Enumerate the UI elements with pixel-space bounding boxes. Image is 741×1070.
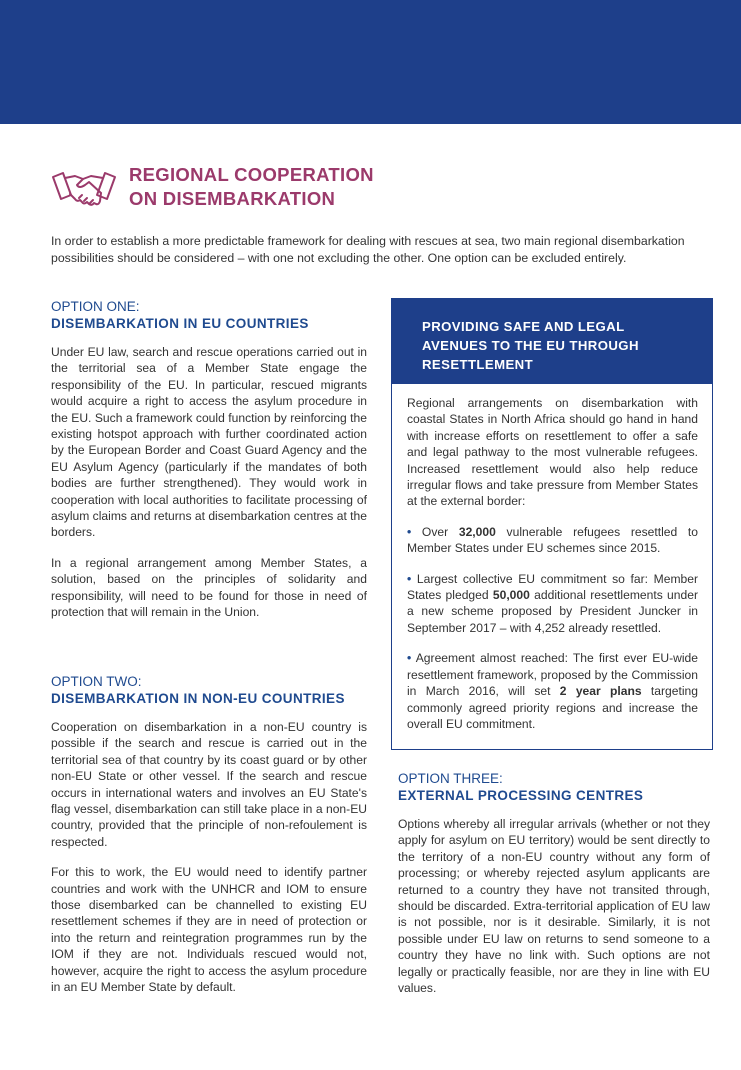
option-one-label: OPTION ONE: [51,299,140,314]
option-three-heading: EXTERNAL PROCESSING CENTRES [398,788,644,803]
option-three-label: OPTION THREE: [398,771,503,786]
option-two-section [51,673,367,1010]
option-two-label: OPTION TWO: [51,674,142,689]
top-banner [0,0,741,124]
option-one-paragraph-1: Under EU law, search and rescue operations carried out in the territorial sea of a Member State engage the responsibility of the EU. In particular, rescued migrants would acquire a right to access the asylum procedure in the EU. Such a framework could function by reinforcing the existing hotspot approach with further coordinated action by the European Border and Coast Guard Agency and the EU Asylum Agency (particularly if the mandates of both bodies are further strengthened). They would work in cooperation with local authorities to facilitate processing of asylum claims and returns at disembarkation centres at the borders. [51,345,367,540]
bullet-item-2 [407,571,698,637]
bullet-text: Largest collective EU commitment so far: Member States pledged [407,571,698,603]
bullet-item-1 [407,524,698,557]
resettlement-box-header [392,299,712,384]
page-title [129,163,429,211]
bullet-text: vulnerable refugees resettled to Member States under EU schemes since 2015. [407,524,699,556]
option-two-heading: DISEMBARKATION IN NON-EU COUNTRIES [51,691,345,706]
option-two-paragraph-2: For this to work, the EU would need to identify partner countries and work with the UNHCR and IOM to ensure those disembarked can be channelled to existing EU resettlement schemes if they are in need of protection or into the return and reintegration programmes run by the IOM if they are not. Individuals rescued would not, however, acquire the right to access the asylum procedure in an EU Member State by default. [51,865,367,995]
title-line-2: ON DISEMBARKATION [129,188,336,209]
option-one-paragraph-2: In a regional arrangement among Member States, a solution, based on the principles of solidarity and responsibility, will need to be found for those in need of protection that will remain in the Union. [51,555,367,620]
bullet-text: Over [411,524,459,539]
bullet-marker: • [407,571,412,586]
bullet-text: additional resettlements under a new scheme proposed by President Juncker in September 2017 – with 4,252 already resettled. [407,588,698,635]
option-three-paragraph: Options whereby all irregular arrivals (whether or not they apply for asylum on EU territory) would be sent directly to the territory of a non-EU country without any form of processing; or whereby rejected asylum applicants are returned to a country they have not transited through, should be discarded. Extra-territorial application of EU law is not possible, nor is it desirable. Similarly, it is not possible under EU law on returns to send someone to a country they have no link with. Such options are not legally or practically feasible, nor are they in line with EU values. [398,817,710,996]
resettlement-box-paragraph: Regional arrangements on disembarkation with coastal States in North Africa should go hand in hand with increase efforts on resettlement to offer a safe and legal pathway to the most vulnerable refugees. Increased resettlement would also help reduce irregular flows and take pressure from Member States at the external border: [407,396,698,509]
bullet-highlight: 32,000 [458,524,496,539]
option-one-heading: DISEMBARKATION IN EU COUNTRIES [51,316,309,331]
bullet-highlight: 50,000 [492,588,530,603]
bullet-text: targeting commonly agreed priority regions and increase the overall EU commitment. [407,684,698,731]
bullet-marker: • [407,524,412,539]
bullet-text: Agreement almost reached: The first ever EU-wide resettlement framework, proposed by the Commission in March 2016, will set [407,651,698,699]
title-line-1: REGIONAL COOPERATION [129,164,374,185]
section-title-row [51,163,429,213]
bullet-marker: • [407,651,412,666]
intro-paragraph: In order to establish a more predictable framework for dealing with rescues at sea, two main regional disembarkation possibilities should be considered – with one not excluding the other. One option can be excluded entirely. [51,234,685,265]
bullet-highlight: 2 year plans [559,684,642,699]
resettlement-box [391,298,713,750]
option-two-paragraph-1: Cooperation on disembarkation in a non-EU country is possible if the search and rescue is carried out in the territorial sea of that country by its coast guard or by other non-EU State or other vessel. If the search and rescue occurs in international waters and involves an EU State's flag vessel, disembarkation can still take place in a non-EU country, provided that the principle of non-refoulement is respected. [51,720,367,849]
resettlement-box-body [392,384,712,732]
bullet-item-3 [407,650,698,732]
resettlement-box-title: PROVIDING SAFE AND LEGAL AVENUES TO THE EU THROUGH RESETTLEMENT [422,319,639,372]
option-three-section [398,770,710,1010]
option-one-section [51,298,367,635]
handshake-icon [51,165,117,213]
